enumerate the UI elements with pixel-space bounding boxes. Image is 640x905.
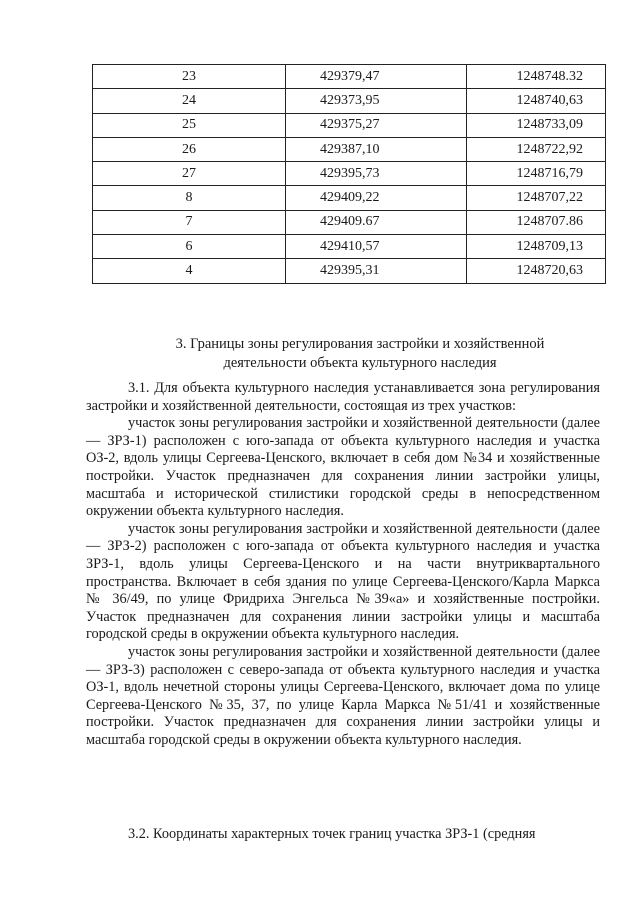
coordinates-table <box>92 64 606 284</box>
point-number-cell: 24 <box>93 89 286 113</box>
point-number-cell: 26 <box>93 137 286 161</box>
paragraph-3-1: 3.1. Для объекта культурного наследия устанавливается зона регулирования застройки и хозяйственной деятельности, состоящая из трех участков: <box>86 380 600 414</box>
x-coordinate-cell: 429379,47 <box>286 65 467 89</box>
point-number-cell: 23 <box>93 65 286 89</box>
point-number-cell: 27 <box>93 162 286 186</box>
y-coordinate-cell: 1248716,79 <box>467 162 606 186</box>
coordinates-table-body <box>93 65 606 284</box>
y-coordinate-cell: 1248748.32 <box>467 65 606 89</box>
section-3-body <box>86 380 600 749</box>
x-coordinate-cell: 429410,57 <box>286 235 467 259</box>
table-row <box>93 186 606 210</box>
table-row <box>93 65 606 89</box>
x-coordinate-cell: 429387,10 <box>286 137 467 161</box>
y-coordinate-cell: 1248707.86 <box>467 210 606 234</box>
table-row <box>93 210 606 234</box>
table-row <box>93 113 606 137</box>
x-coordinate-cell: 429395,73 <box>286 162 467 186</box>
point-number-cell: 7 <box>93 210 286 234</box>
table-row <box>93 235 606 259</box>
y-coordinate-cell: 1248722,92 <box>467 137 606 161</box>
point-number-cell: 6 <box>93 235 286 259</box>
heading-line-2: деятельности объекта культурного наследия <box>223 355 497 371</box>
y-coordinate-cell: 1248709,13 <box>467 235 606 259</box>
section-3-heading <box>150 335 570 373</box>
paragraph-zrz-3: участок зоны регулирования застройки и хозяйственной деятельности (далее — ЗРЗ-3) расположен с северо-запада от объекта культурного наследия и участка ОЗ-1, вдоль нечетной стороны улицы Сергеева-Ценского, включает дома по улице Сергеева-Ценского №35, 37, по улице Карла Маркса №51/41 и хозяйственные постройки. Участок предназначен для сохранения линии застройки улицы и масштаба городской среды в окружении объекта культурного наследия. <box>86 643 600 748</box>
table-row <box>93 89 606 113</box>
y-coordinate-cell: 1248740,63 <box>467 89 606 113</box>
paragraph-3-2: 3.2. Координаты характерных точек границ участка ЗРЗ-1 (средняя <box>128 826 536 842</box>
x-coordinate-cell: 429373,95 <box>286 89 467 113</box>
x-coordinate-cell: 429409,22 <box>286 186 467 210</box>
paragraph-zrz-1: участок зоны регулирования застройки и хозяйственной деятельности (далее — ЗРЗ-1) расположен с юго-запада от объекта культурного наследия и участка ОЗ-2, вдоль улицы Сергеева-Ценского, включает в себя дом №34 и хозяйственные постройки. Участок предназначен для сохранения линии застройки улицы, масштаба и исторической стилистики городской среды в непосредственном окружении объекта культурного наследия. <box>86 415 600 520</box>
table-row <box>93 137 606 161</box>
table-row <box>93 259 606 283</box>
paragraph-zrz-2: участок зоны регулирования застройки и хозяйственной деятельности (далее — ЗРЗ-2) расположен с юго-запада от объекта культурного наследия и участка ЗРЗ-1, вдоль улицы Сергеева-Ценского и на части внутриквартального пространства. Включает в себя здания по улице Сергеева-Ценского/Карла Маркса № 36/49, по улице Фридриха Энгельса №39«а» и хозяйственные постройки. Участок предназначен для сохранения линии застройки улицы и масштаба городской среды в окружении объекта культурного наследия. <box>86 520 600 643</box>
point-number-cell: 4 <box>93 259 286 283</box>
x-coordinate-cell: 429409.67 <box>286 210 467 234</box>
x-coordinate-cell: 429395,31 <box>286 259 467 283</box>
y-coordinate-cell: 1248733,09 <box>467 113 606 137</box>
y-coordinate-cell: 1248720,63 <box>467 259 606 283</box>
heading-line-1: 3. Границы зоны регулирования застройки и хозяйственной <box>175 336 545 352</box>
table-row <box>93 162 606 186</box>
x-coordinate-cell: 429375,27 <box>286 113 467 137</box>
point-number-cell: 8 <box>93 186 286 210</box>
y-coordinate-cell: 1248707,22 <box>467 186 606 210</box>
point-number-cell: 25 <box>93 113 286 137</box>
